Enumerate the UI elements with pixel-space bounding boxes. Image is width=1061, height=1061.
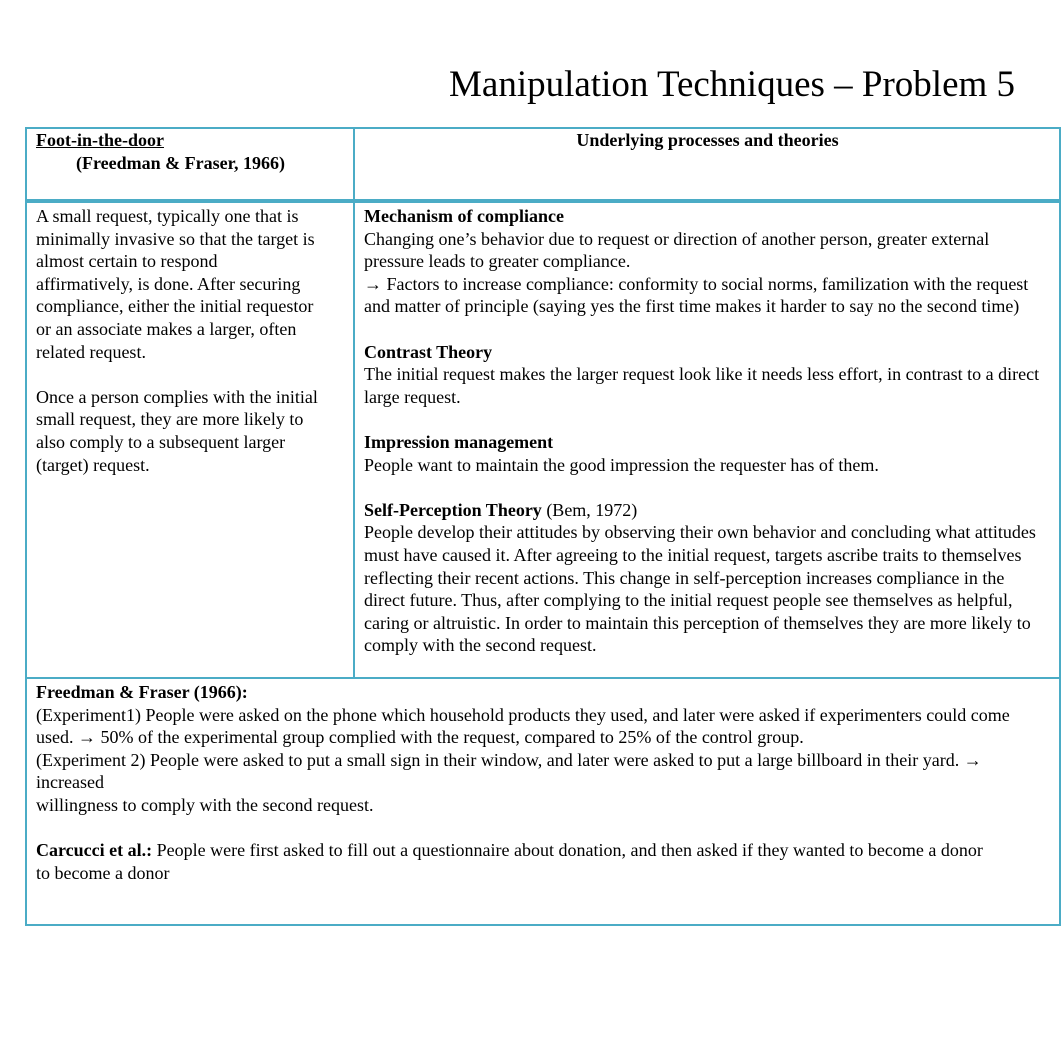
definition-line: small request, they are more likely to [36,409,304,430]
processes-heading: Underlying processes and theories [576,130,839,150]
theory-heading [364,499,1051,522]
freedman-heading: Freedman & Fraser (1966): [36,682,248,702]
theory-heading [364,341,1051,364]
page-title: Manipulation Techniques – Problem 5 [449,64,1016,105]
theory-heading [364,431,1051,454]
definition-line: A small request, typically one that is [36,206,299,226]
theory-line: pressure leads to greater compliance. [364,251,631,272]
theory-line: caring or altruistic. In order to maintain this perception of themselves they are more likely to [364,612,1031,633]
theory-title: Mechanism of compliance [364,206,564,226]
theories-cell [355,203,1059,677]
technique-table [25,127,1061,926]
definition-line: affirmatively, is done. After securing [36,273,301,294]
paragraph-gap [364,318,1051,341]
definition-line: Once a person complies with the initial [36,386,318,407]
theory-line: direct future. Thus, after complying to the initial request people see themselves as helpful, [364,590,1013,611]
technique-citation: (Freedman & Fraser, 1966) [76,152,285,173]
theory-citation: (Bem, 1972) [541,499,638,520]
definition-line: related request. [36,341,146,362]
theory-line: The initial request makes the larger request look like it needs less effort, in contrast to a direct [364,364,1040,385]
definition-line: (target) request. [36,454,150,475]
definition-cell [27,203,355,677]
processes-heading-cell [355,129,1059,203]
theory-line: must have caused it. After agreeing to the initial request, targets ascribe traits to themselves [364,544,1022,565]
carcucci-line-2: to become a donor [36,862,170,883]
definition-line: almost certain to respond [36,251,218,272]
definition-line: also comply to a subsequent larger [36,431,286,452]
definition-line: minimally invasive so that the target is [36,228,315,249]
theory-line: People want to maintain the good impression the requester has of them. [364,454,879,475]
definition-line: compliance, either the initial requestor [36,296,314,317]
technique-name: Foot-in-the-door [36,130,164,150]
theory-line: and matter of principle (saying yes the first time makes it harder to say no the second time) [364,296,1020,317]
paragraph-gap [364,476,1051,499]
theory-line: Changing one’s behavior due to request or direction of another person, greater external [364,228,990,249]
paragraph-gap [36,363,345,386]
paragraph-gap [364,408,1051,431]
study-line: (Experiment 2) People were asked to put a small sign in their window, and later were asked to put a large billboard in their yard. → increased [36,749,982,793]
theory-title: Self-Perception Theory [364,499,542,520]
carcucci-text: People were first asked to fill out a questionnaire about donation, and then asked if they wanted to become a donor [152,840,983,861]
definition-line: or an associate makes a larger, often [36,318,297,339]
carcucci-line [36,839,1051,862]
theory-line: comply with the second request. [364,635,597,656]
theory-line: reflecting their recent actions. This change in self-perception increases compliance in the [364,567,1005,588]
carcucci-heading: Carcucci et al.: [36,840,153,861]
theory-heading [364,205,1051,228]
study-line: used. → 50% of the experimental group complied with the request, compared to 25% of the control group. [36,727,804,748]
theory-line: → Factors to increase compliance: conformity to social norms, familization with the request [364,273,1029,294]
theory-title: Impression management [364,431,554,452]
theory-title: Contrast Theory [364,341,493,362]
study-line: willingness to comply with the second request. [36,794,374,815]
theory-line: large request. [364,386,461,407]
study-line: (Experiment1) People were asked on the phone which household products they used, and later were asked if experimenters could come [36,704,1010,725]
theory-line: People develop their attitudes by observing their own behavior and concluding what attitudes [364,522,1036,543]
studies-cell [27,677,1059,924]
paragraph-gap [36,817,1051,840]
technique-header [27,129,355,203]
